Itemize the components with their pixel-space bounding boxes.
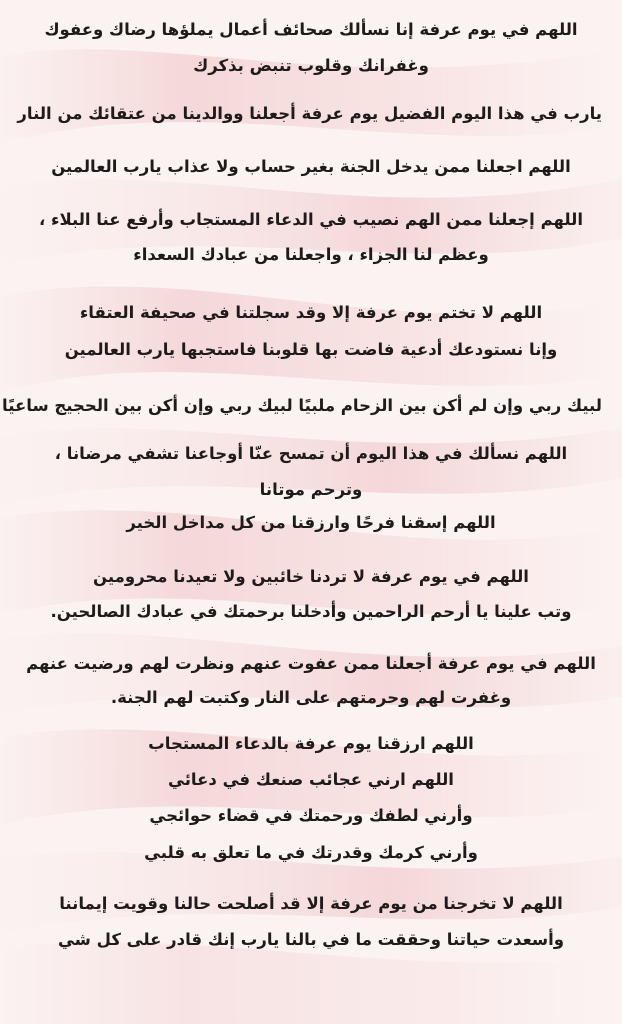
text-line: اللهم إسقنا فرحًا وارزقنا من كل مداخل الخير — [126, 513, 496, 532]
text-line: اللهم في يوم عرفة إنا نسألك صحائف أعمال يملؤها رضاك وعفوك — [44, 20, 578, 39]
text-line: اللهم لا تخرجنا من يوم عرفة إلا قد أصلحت حالنا وقويت إيماننا — [59, 894, 563, 913]
text-line: وغفرانك وقلوب تنبض بذكرك — [193, 56, 429, 75]
text-line: اللهم في يوم عرفة لا تردنا خائبين ولا تعيدنا محرومين — [93, 567, 529, 586]
text-line: وأرني لطفك ورحمتك في قضاء حوائجي — [149, 806, 473, 825]
text-line: وإنا نستودعك أدعية فاضت بها قلوبنا فاستجبها يارب العالمين — [64, 340, 558, 359]
text-line: وترحم موتانا — [259, 480, 363, 499]
text-line: وأسعدت حياتنا وحققت ما في بالنا يارب إنك قادر على كل شي — [57, 930, 565, 949]
text-line: وغفرت لهم وحرمتهم على النار وكتبت لهم الجنة. — [110, 688, 512, 707]
text-line: اللهم اجعلنا ممن يدخل الجنة بغير حساب ولا عذاب يارب العالمين — [51, 157, 571, 176]
text-line: وعظم لنا الجزاء ، واجعلنا من عبادك السعداء — [133, 245, 489, 264]
text-line: اللهم إجعلنا ممن الهم نصيب في الدعاء المستجاب وأرفع عنا البلاء ، — [39, 210, 583, 229]
text-line: اللهم ارني عجائب صنعك في دعائي — [168, 770, 454, 789]
text-line: لبيك ربي وإن لم أكن بين الزحام ملبيًا لبيك ربي وإن أكن بين الحجيج ساعيًا — [2, 396, 602, 415]
text-line: اللهم لا تختم يوم عرفة إلا وقد سجلتنا في صحيفة العتقاء — [79, 303, 543, 322]
text-line: اللهم ارزقنا يوم عرفة بالدعاء المستجاب — [148, 734, 474, 753]
text-line: اللهم في يوم عرفة أجعلنا ممن عفوت عنهم ونظرت لهم ورضيت عنهم — [26, 654, 596, 673]
text-line: اللهم نسألك في هذا اليوم أن تمسح عنّا أوجاعنا تشفي مرضانا ، — [54, 444, 568, 463]
text-line: وأرني كرمك وقدرتك في ما تعلق به قلبي — [144, 843, 478, 862]
text-line: يارب في هذا اليوم الفضيل يوم عرفة أجعلنا ووالدينا من عتقائك من النار — [17, 104, 602, 123]
text-line: وتب علينا يا أرحم الراحمين وأدخلنا برحمتك في عبادك الصالحين. — [50, 602, 572, 621]
